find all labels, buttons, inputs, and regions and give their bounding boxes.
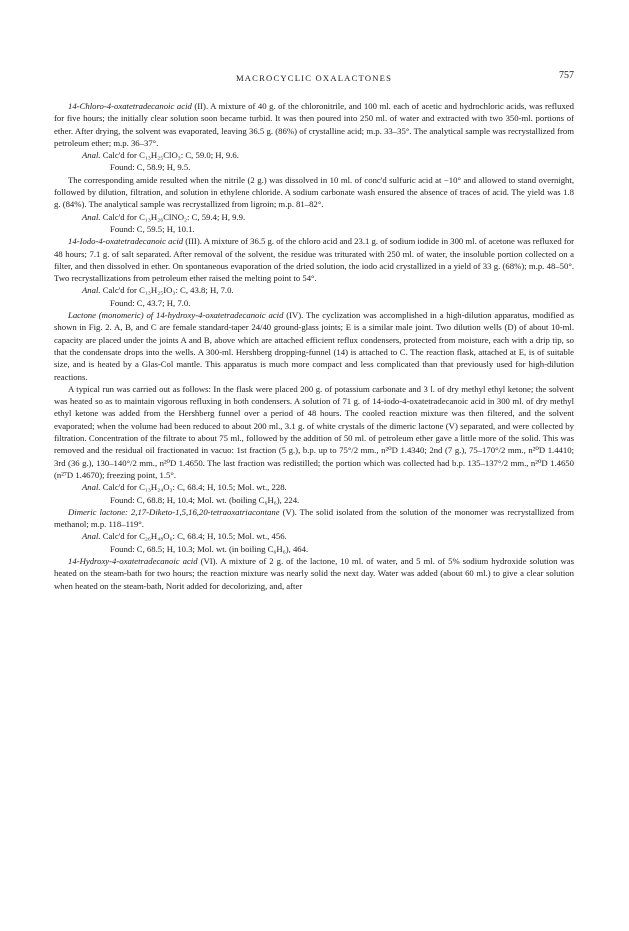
paragraph-lead: 14-Iodo-4-oxatetradecanoic acid: [68, 236, 184, 247]
analysis-found-line: [54, 494, 574, 506]
paragraph: [54, 555, 574, 592]
paragraph-text: Found: C, 68.5; H, 10.3; Mol. wt. (in boiling C₆H₆), 464.: [110, 543, 309, 554]
paragraph-lead: 14-Hydroxy-4-oxatetradecanoic acid: [68, 555, 198, 566]
paragraph-text: Calc'd for C₁₃H₂₆ClNO₂: C, 59.4; H, 9.9.: [100, 211, 246, 222]
page-number: 757: [559, 70, 574, 81]
paragraph-text: Found: C, 68.8; H, 10.4; Mol. wt. (boiling C₆H₆), 224.: [110, 494, 300, 505]
paragraph: [54, 383, 574, 481]
paragraph-text: Found: C, 58.9; H, 9.5.: [110, 162, 191, 173]
analysis-found-line: [54, 297, 574, 309]
running-title: MACROCYCLIC OXALACTONES: [235, 73, 393, 83]
paragraph-text: Calc'd for C₂₆H₄₈O₆: C, 68.4; H, 10.5; Mol. wt., 456.: [100, 531, 287, 542]
paragraph-text: Found: C, 43.7; H, 7.0.: [110, 297, 191, 308]
paragraph-lead: Lactone (monomeric) of 14-hydroxy-4-oxatetradecanoic acid: [68, 310, 284, 321]
body-text: [54, 100, 574, 592]
paragraph: [54, 235, 574, 284]
analysis-calc-line: [54, 284, 574, 296]
paragraph: [54, 309, 574, 383]
paragraph-text: (III). A mixture of 36.5 g. of the chloro acid and 23.1 g. of sodium iodide in 300 ml. of acetone was refluxed for 48 hours; 7.1 g. of salt separated. After removal of the solvent, the residue was triturated with 250 ml. of water, the insoluble portion collected on a filter, and then dissolved in ether. On spontaneous evaporation of the dried solution, the iodo acid crystallized in a yield of 33 g. (68%); m.p. 48–50°. Two recrystallizations from petroleum ether raised the melting point to 54°.: [54, 236, 574, 284]
paragraph-lead: Anal.: [82, 285, 101, 296]
paragraph-lead: 14-Chloro-4-oxatetradecanoic acid: [68, 101, 192, 111]
paragraph-text: (II). A mixture of 40 g. of the chloronitrile, and 100 ml. each of acetic and hydrochloric acids, was refluxed for five hours; the initially clear solution soon became turbid. It was then poured into 250 ml. of water and extracted with two 350-ml. portions of ether. After drying, the solvent was evaporated, leaving 36.5 g. (86%) of crystalline acid; m.p. 33–35°. The analytical sample was recrystallized from petroleum ether; m.p. 36–37°.: [54, 101, 574, 148]
paragraph-text: (V). The solid isolated from the solution of the monomer was recrystallized from methanol; m.p. 118–119°.: [54, 506, 574, 530]
analysis-calc-line: [54, 149, 574, 161]
paragraph: [54, 100, 574, 149]
analysis-found-line: [54, 223, 574, 235]
paragraph-text: A typical run was carried out as follows: In the flask were placed 200 g. of potassium carbonate and 3 l. of dry methyl ethyl ketone; the solvent was heated so as to maintain vigorous refluxing in both condensers. A solution of 71 g. of 14-iodo-4-oxatetradecanoic acid in 300 ml. of dry methyl ethyl ketone was added from the Hershberg funnel over a period of 48 hours. The cooled reaction mixture was then filtered, and the solvent evaporated; when the volume had been reduced to about 200 ml., 3.1 g. of white crystals of the dimeric lactone (V) separated, and were collected by filtration. Concentration of the filtrate to about 75 ml., followed by the addition of 50 ml. of petroleum ether gave a little more of the solid. This was removed and the residual oil fractionated in vacuo: 1st fraction (5 g.), b.p. up to 75°/2 mm., n²⁰D 1.4340; 2nd (7 g.), 75–170°/2 mm., n²⁰D 1.4410; 3rd (36 g.), 130–140°/2 mm., n²⁰D 1.4650. The last fraction was redistilled; the portion which was collected had b.p. 135–137°/2 mm., n²⁰D 1.4650 (n²⁷D 1.4670); freezing point, 1.5°.: [54, 383, 574, 480]
paragraph-text: The corresponding amide resulted when the nitrile (2 g.) was dissolved in 10 ml. of conc'd sulfuric acid at −10° and allowed to stand overnight, followed by dilution, filtration, and solution in ethylene chloride. A sodium carbonate wash ensured the absence of traces of acid. The yield was 1.8 g. (84%). The analytical sample was recrystallized from ligroin; m.p. 81–82°.: [54, 174, 574, 210]
paragraph-text: (IV). The cyclization was accomplished in a high-dilution apparatus, modified as shown in Fig. 2. A, B, and C are female standard-taper 24/40 ground-glass joints; E is a similar male joint. Two dilution wells (D) of about 10-ml. capacity are placed under the joints A and B, above which are attached efficient reflux condensers, protected from moisture, each with a drip tip, so that the condensate drops into the wells. A 300-ml. Hershberg dropping-funnel (14) is attached to C. The reaction flask, attached at E, is of suitable size, and is heated by a Glas-Col mantle. This apparatus is much more compact and less complicated than that previously used for high-dilution reactions.: [54, 310, 575, 382]
paragraph-text: Calc'd for C₁₃H₂₅ClO₃: C, 59.0; H, 9.6.: [100, 150, 239, 161]
paragraph-text: Calc'd for C₁₃H₂₅IO₃: C, 43.8; H, 7.0.: [100, 285, 234, 296]
analysis-found-line: [54, 543, 574, 555]
paragraph-text: (VI). A mixture of 2 g. of the lactone, 10 ml. of water, and 5 ml. of 5% sodium hydroxide solution was heated on the steam-bath for two hours; the reaction mixture was nearly solid the next day. Water was added (about 60 ml.) to give a clear solution when heated on the steam-bath, Norit added for decolorizing, and, after: [54, 555, 574, 591]
paragraph: [54, 506, 574, 531]
paragraph-text: Found: C, 59.5; H, 10.1.: [110, 223, 195, 234]
analysis-found-line: [54, 161, 574, 173]
paragraph-lead: Anal.: [82, 211, 101, 222]
paragraph-text: Calc'd for C₁₃H₂₄O₃: C, 68.4; H, 10.5; Mol. wt., 228.: [100, 482, 287, 493]
document-page: [54, 70, 574, 592]
analysis-calc-line: [54, 481, 574, 493]
paragraph-lead: Anal.: [82, 150, 101, 161]
paragraph-lead: Anal.: [82, 531, 101, 542]
paragraph: [54, 174, 574, 211]
paragraph-lead: Dimeric lactone: 2,17-Diketo-1,5,16,20-tetraoxatriacontane: [68, 506, 280, 517]
analysis-calc-line: [54, 211, 574, 223]
analysis-calc-line: [54, 530, 574, 542]
page-header: [54, 70, 574, 82]
paragraph-lead: Anal.: [82, 482, 101, 493]
